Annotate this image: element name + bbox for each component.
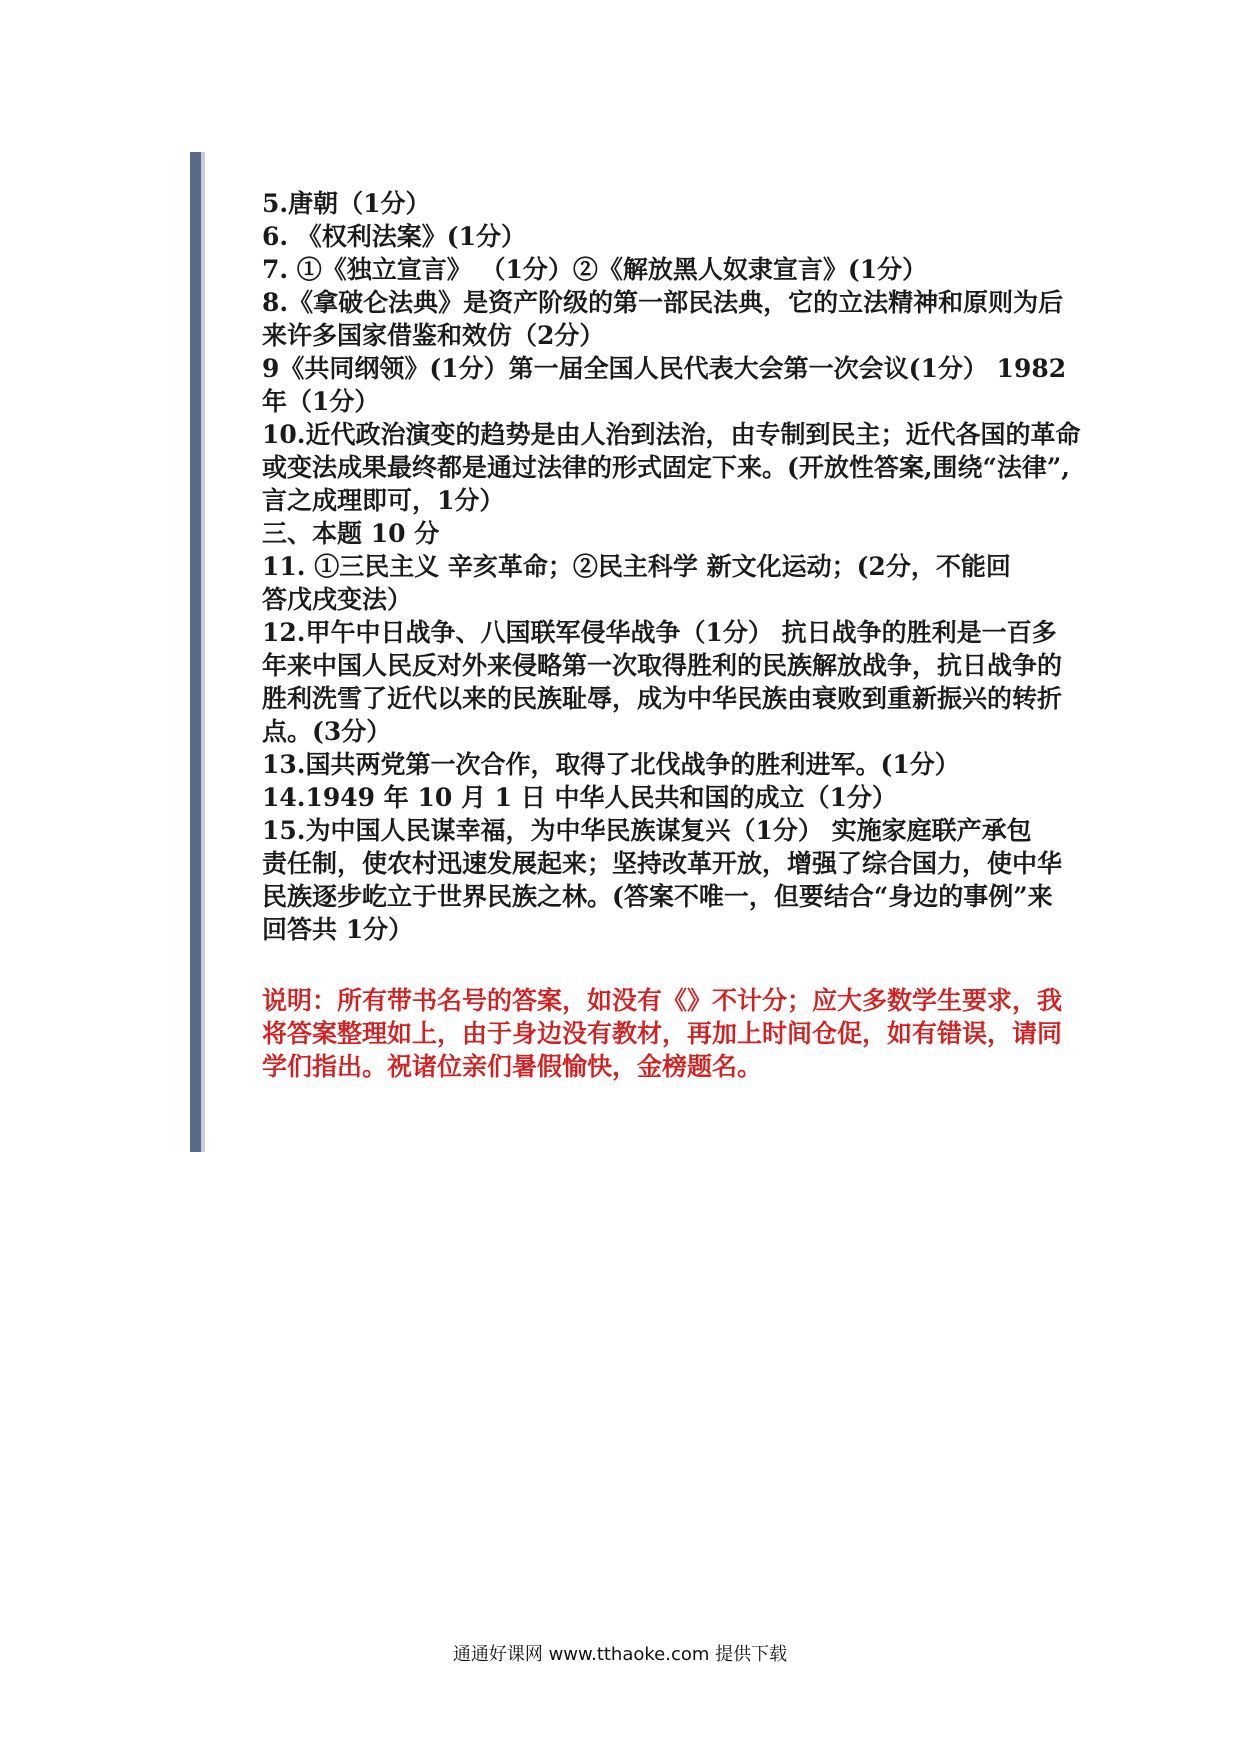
scan-margin-shadow [201,152,205,1152]
answer-line: 年（1分） [262,387,380,416]
section-heading: 三、本题 10 分 [262,519,440,548]
answer-line: 言之成理即可，1分） [262,486,505,515]
answer-line: 6. 《权利法案》(1分） [262,222,527,251]
answer-line: 14.1949 年 10 月 1 日 中华人民共和国的成立（1分） [262,783,897,812]
page-footer: 通通好课网 www.tthaoke.com 提供下载 [452,1644,788,1665]
answer-line: 来许多国家借鉴和效仿（2分） [262,321,605,350]
scanned-answer-sheet [190,152,1081,1152]
scan-margin-bar [190,152,201,1152]
note-line: 说明：所有带书名号的答案，如没有《》不计分；应大多数学生要求，我 [262,986,1063,1015]
answer-line: 10.近代政治演变的趋势是由人治到法治，由专制到民主；近代各国的革命 [262,420,1081,449]
answer-line: 点。(3分） [262,717,392,746]
answer-line: 12.甲午中日战争、八国联军侵华战争（1分） 抗日战争的胜利是一百多 [262,618,1057,647]
answer-line: 答戊戌变法） [262,585,413,614]
answer-line: 或变法成果最终都是通过法律的形式固定下来。(开放性答案,围绕“法律”, [262,453,1070,482]
answer-line: 年来中国人民反对外来侵略第一次取得胜利的民族解放战争，抗日战争的 [262,651,1063,680]
answer-line: 15.为中国人民谋幸福，为中华民族谋复兴（1分） 实施家庭联产承包 [262,816,1032,845]
note-line: 学们指出。祝诸位亲们暑假愉快，金榜题名。 [262,1052,763,1081]
answer-line: 7. ①《独立宣言》 （1分）②《解放黑人奴隶宣言》(1分） [262,255,928,284]
answer-line: 5.唐朝（1分） [262,189,431,218]
answer-line: 11. ①三民主义 辛亥革命；②民主科学 新文化运动；(2分，不能回 [262,552,1011,581]
answer-line: 胜利洗雪了近代以来的民族耻辱，成为中华民族由衰败到重新振兴的转折 [262,684,1063,713]
answer-line: 回答共 1分） [262,915,414,944]
note-line: 将答案整理如上，由于身边没有教材，再加上时间仓促，如有错误，请同 [262,1019,1063,1048]
answer-line: 9《共同纲领》(1分）第一届全国人民代表大会第一次会议(1分） 1982 [262,354,1067,383]
answer-line: 13.国共两党第一次合作，取得了北伐战争的胜利进军。(1分） [262,750,960,779]
answer-line: 8.《拿破仑法典》是资产阶级的第一部民法典，它的立法精神和原则为后 [262,288,1064,317]
answer-line: 民族逐步屹立于世界民族之林。(答案不唯一，但要结合“身边的事例”来 [262,882,1053,911]
answer-line: 责任制，使农村迅速发展起来；坚持改革开放，增强了综合国力，使中华 [262,849,1063,878]
